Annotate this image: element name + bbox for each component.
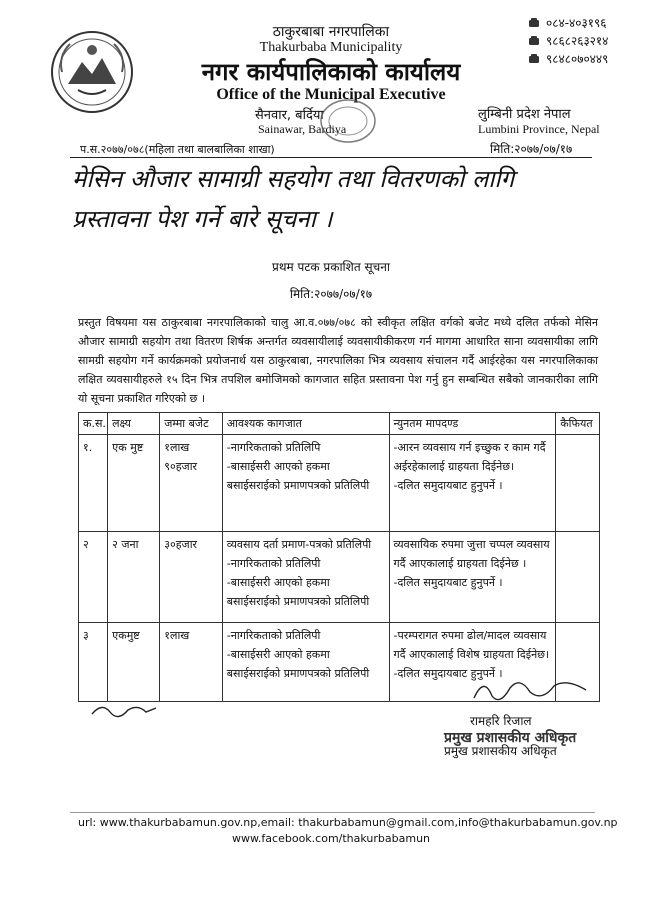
cell-budget: १लाख bbox=[160, 623, 223, 702]
cell-sn: १. bbox=[79, 435, 108, 532]
criteria-item: -आरन व्यवसाय गर्न इच्छुक र काम गर्दै अईरहेकालाई ग्राहयता दिईनेछ। bbox=[393, 441, 546, 473]
phone-row bbox=[528, 50, 608, 68]
cell-criteria bbox=[389, 532, 556, 623]
cell-remarks bbox=[556, 532, 600, 623]
signatory-name: रामहरि रिजाल bbox=[470, 714, 532, 728]
notice-title-line2: प्रस्तावना पेश गर्ने बारे सूचना । bbox=[72, 205, 333, 233]
phone-icon bbox=[528, 17, 540, 29]
cell-criteria bbox=[389, 435, 556, 532]
province-np: लुम्बिनी प्रदेश नेपाल bbox=[478, 107, 571, 122]
footer-facebook[interactable]: www.facebook.com/thakurbabamun bbox=[231, 832, 431, 845]
office-stamp-icon bbox=[318, 96, 378, 146]
table-row bbox=[79, 435, 600, 532]
place-en: Sainawar, Bardiya bbox=[258, 122, 347, 136]
footer-url[interactable]: url: www.thakurbabamun.gov.np, bbox=[78, 816, 261, 829]
header-sn: क.स. bbox=[79, 413, 108, 435]
official-signature-icon bbox=[470, 672, 590, 706]
header-criteria: न्युनतम मापदण्ड bbox=[389, 413, 556, 435]
document-item: -बासाईसरी आएको हकमा बसाईसराईको प्रमाणपत्रको प्रतिलिपी bbox=[226, 648, 370, 680]
cell-budget: ३०हजार bbox=[160, 532, 223, 623]
footer-info-email[interactable]: info@thakurbabamun.gov.np bbox=[457, 816, 618, 829]
requirements-table bbox=[78, 412, 600, 702]
cell-sn: ३ bbox=[79, 623, 108, 702]
initial-signature-icon bbox=[90, 700, 160, 720]
header-target: लक्ष्य bbox=[108, 413, 160, 435]
cell-target: एकमुष्ट bbox=[108, 623, 160, 702]
header-date: मिति:२०७७/०७/१७ bbox=[490, 142, 573, 156]
header-budget: जम्मा बजेट bbox=[160, 413, 223, 435]
cell-sn: २ bbox=[79, 532, 108, 623]
header-remarks: कैफियत bbox=[556, 413, 600, 435]
cell-budget: १लाख ९०हजार bbox=[160, 435, 223, 532]
municipality-name-en: Thakurbaba Municipality bbox=[259, 40, 403, 55]
phone-number: ९८४८०७०४४९ bbox=[546, 52, 609, 66]
footer-divider bbox=[70, 812, 595, 813]
table-header-row bbox=[79, 413, 600, 435]
criteria-item: -परम्परागत रुपमा ढोल/मादल व्यवसाय गर्दै आएकालाई विशेष ग्राहयता दिईनेछ। bbox=[393, 629, 550, 661]
notice-date: मिति:२०७७/०७/१७ bbox=[289, 287, 373, 301]
cell-target: २ जना bbox=[108, 532, 160, 623]
signatory-title: प्रमुख प्रशासकीय अधिकृत bbox=[444, 744, 557, 758]
notice-body: प्रस्तुत विषयमा यस ठाकुरबाबा नगरपालिकाको चालु आ.व.०७७/०७८ को स्वीकृत लक्षित वर्गको बजेट मध्ये दलित तर्फको मेसिन औजार सामाग्री सहयोग तथा वितरण शिर्षक अन्तर्गत व्यवसायीलाई व्यवसायीकीकरण गर्न मागमा आधारित साना व्यवसायीका लागि सामग्री सहयोग गर्ने कार्यक्रमको प्रयोजनार्थ यस ठाकुरबाबा, नगरपालिका भित्र व्यवसाय संचालन गर्दै आईरहेका यस नगरपालिकाका लक्षित व्यवसायीहरुले १५ दिन भित्र तपशिल बमोजिमको कागजात सहित प्रस्तावना पेश गर्नु हुन सम्बन्धित सबैको जानकारीका लागि यो सूचना प्रकाशित गरिएको छ । bbox=[78, 316, 598, 405]
cell-documents bbox=[222, 532, 389, 623]
cell-target: एक मुष्ट bbox=[108, 435, 160, 532]
footer-email[interactable]: email: thakurbabamun@gmail.com, bbox=[260, 816, 458, 829]
reference-number: प.स.२०७७/०७८(महिला तथा बालबालिका शाखा) bbox=[80, 143, 275, 156]
criteria-item: -दलित समुदायबाट हुनुपर्ने । bbox=[393, 667, 503, 680]
criteria-item: -दलित समुदायबाट हुनुपर्ने । bbox=[393, 576, 503, 589]
document-item: व्यवसाय दर्ता प्रमाण-पत्रको प्रतिलिपी bbox=[226, 538, 372, 551]
header-divider bbox=[70, 157, 592, 158]
signatory-title-stamp: प्रमुख प्रशासकीय अधिकृत bbox=[444, 730, 577, 746]
cell-documents bbox=[222, 623, 389, 702]
criteria-item: -दलित समुदायबाट हुनुपर्ने । bbox=[393, 479, 503, 492]
office-name-np: नगर कार्यपालिकाको कार्यालय bbox=[201, 58, 461, 86]
phone-number: ९८६८२६३२१४ bbox=[546, 34, 609, 48]
notice-title-line1: मेसिन औजार सामाग्री सहयोग तथा वितरणको लागि bbox=[72, 165, 515, 193]
document-item: -बासाईसरी आएको हकमा बसाईसराईको प्रमाणपत्रको प्रतिलिपी bbox=[226, 576, 370, 608]
header-documents: आवश्यक कागजात bbox=[222, 413, 389, 435]
notice-label: प्रथम पटक प्रकाशित सूचना bbox=[272, 260, 390, 274]
table-row bbox=[79, 532, 600, 623]
document-item: -नागरिकताको प्रतिलिपी bbox=[226, 557, 321, 570]
criteria-item: व्यवसायिक रुपमा जुत्ता चप्पल व्यवसाय गर्दै आएकालाई ग्राहयता दिईनेछ । bbox=[393, 538, 550, 570]
place-np: सैनवार, बर्दिया bbox=[255, 108, 324, 123]
document-item: -बासाईसरी आएको हकमा बसाईसराईको प्रमाणपत्रको प्रतिलिपी bbox=[226, 460, 370, 492]
document-item: -नागरिकताको प्रतिलिपि bbox=[226, 441, 321, 454]
municipality-name-np: ठाकुरबाबा नगरपालिका bbox=[272, 24, 390, 40]
footer-contacts bbox=[78, 816, 618, 829]
phone-list bbox=[528, 14, 608, 68]
cell-documents bbox=[222, 435, 389, 532]
phone-number: ०८४-४०३१९६ bbox=[546, 16, 607, 30]
phone-icon bbox=[528, 53, 540, 65]
province-en: Lumbini Province, Nepal bbox=[478, 122, 600, 136]
phone-row bbox=[528, 14, 608, 32]
office-name-en: Office of the Municipal Executive bbox=[216, 86, 446, 103]
document-item: -नागरिकताको प्रतिलिपी bbox=[226, 629, 321, 642]
phone-row bbox=[528, 32, 608, 50]
cell-remarks bbox=[556, 435, 600, 532]
phone-icon bbox=[528, 35, 540, 47]
